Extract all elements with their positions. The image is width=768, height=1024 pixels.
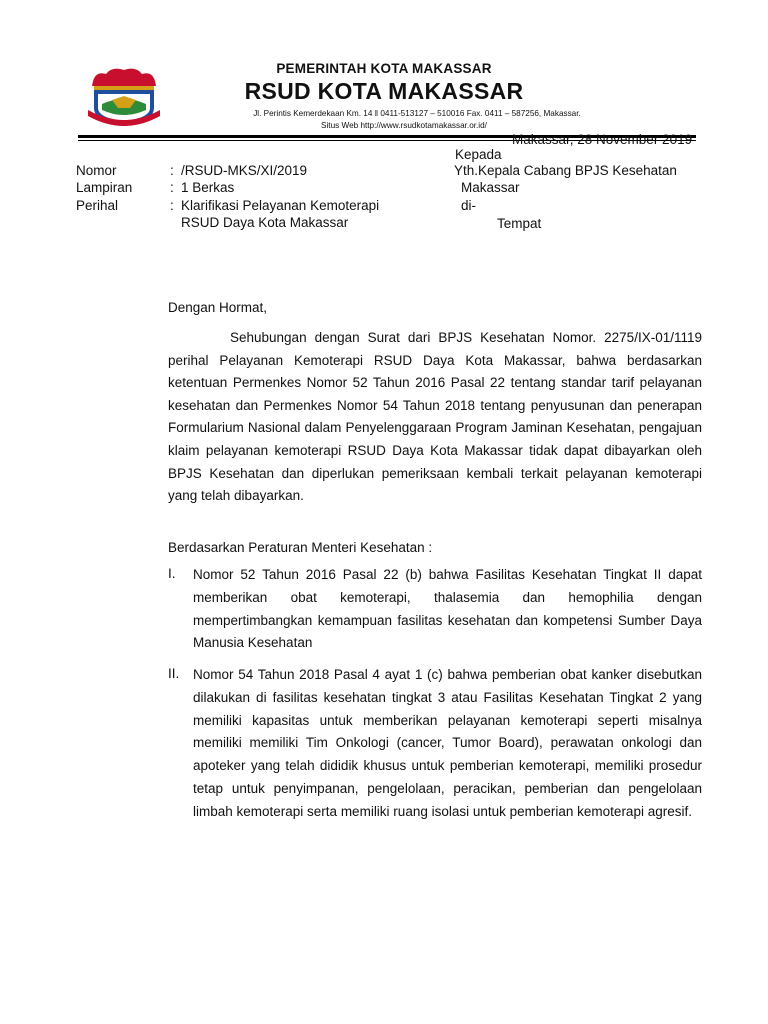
government-name: PEMERINTAH KOTA MAKASSAR [276, 61, 492, 76]
letter-date: Makassar, 28 November 2019 [512, 132, 693, 147]
hospital-website: Situs Web http://www.rsudkotamakassar.or.id/ [321, 121, 487, 130]
regulation-intro: Berdasarkan Peraturan Menteri Kesehatan : [168, 540, 433, 555]
list-item-number: II. [168, 666, 180, 681]
lampiran-value: 1 Berkas [181, 180, 235, 195]
perihal-label: Perihal [76, 198, 119, 213]
nomor-label: Nomor [76, 163, 117, 178]
nomor-value: /RSUD-MKS/XI/2019 [181, 163, 308, 178]
lampiran-label: Lampiran [76, 180, 133, 195]
perihal-value-line2: RSUD Daya Kota Makassar [181, 215, 349, 230]
salutation: Dengan Hormat, [168, 300, 268, 315]
list-item-text: Nomor 52 Tahun 2016 Pasal 22 (b) bahwa Fasilitas Kesehatan Tingkat II dapat memberikan obat kemoterapi, thalasemia dan hemophilia dengan mempertimbangkan kemampuan fasilitas kesehatan dan kompetensi Sumber Daya Manusia Kesehatan [193, 567, 702, 651]
list-item-text: Nomor 54 Tahun 2018 Pasal 4 ayat 1 (c) bahwa pemberian obat kanker disebutkan dilakukan di fasilitas kesehatan tingkat 3 atau Fasilitas Kesehatan Tingkat 2 yang memiliki kapasitas untuk memberikan pelayanan kemoterapi seperti misalnya memiliki memiliki Tim Onkologi (cancer, Tumor Board), perawatan onkologi dan apoteker yang telah dididik khusus untuk pemberian kemoterapi, memiliki prosedur tetap untuk penyimpanan, pengelolaan, peracikan, pemberian dan pengelolaan limbah kemoterapi serta memiliki ruang isolasi untuk pemberian kemoterapi agresif. [193, 667, 702, 819]
body-paragraph-1 [168, 327, 702, 508]
kepada-label: Kepada [455, 147, 502, 162]
hospital-name: RSUD KOTA MAKASSAR [244, 78, 524, 104]
recipient-line1: Yth.Kepala Cabang BPJS Kesehatan [454, 163, 677, 178]
hospital-address: Jl. Perintis Kemerdekaan Km. 14 ǁ 0411-513127 – 510016 Fax. 0411 – 587256, Makassar. [253, 109, 581, 118]
perihal-colon: : [170, 198, 174, 213]
body-paragraph-1-text: Sehubungan dengan Surat dari BPJS Kesehatan Nomor. 2275/IX-01/1119 perihal Pelayanan Kemoterapi RSUD Daya Kota Makassar, bahwa berdasarkan ketentuan Permenkes Nomor 52 Tahun 2016 Pasal 22 tentang standar tarif pelayanan kesehatan dan Permenkes Nomor 54 Tahun 2018 tentang penyusunan dan penerapan Formularium Nasional dalam Penyelenggaraan Program Jaminan Kesehatan, pengajuan klaim pelayanan kemoterapi RSUD Daya Kota Makassar tidak dapat dibayarkan oleh BPJS Kesehatan dan diperlukan pemeriksaan kembali terkait pelayanan kemoterapi yang telah dibayarkan. [168, 330, 702, 504]
recipient-line2: Makassar [461, 180, 520, 195]
list-item-number: I. [168, 566, 176, 581]
nomor-colon: : [170, 163, 174, 178]
lampiran-colon: : [170, 180, 174, 195]
recipient-line3: di- [461, 198, 477, 213]
recipient-line4: Tempat [497, 216, 542, 231]
perihal-value-line1: Klarifikasi Pelayanan Kemoterapi [181, 198, 380, 213]
